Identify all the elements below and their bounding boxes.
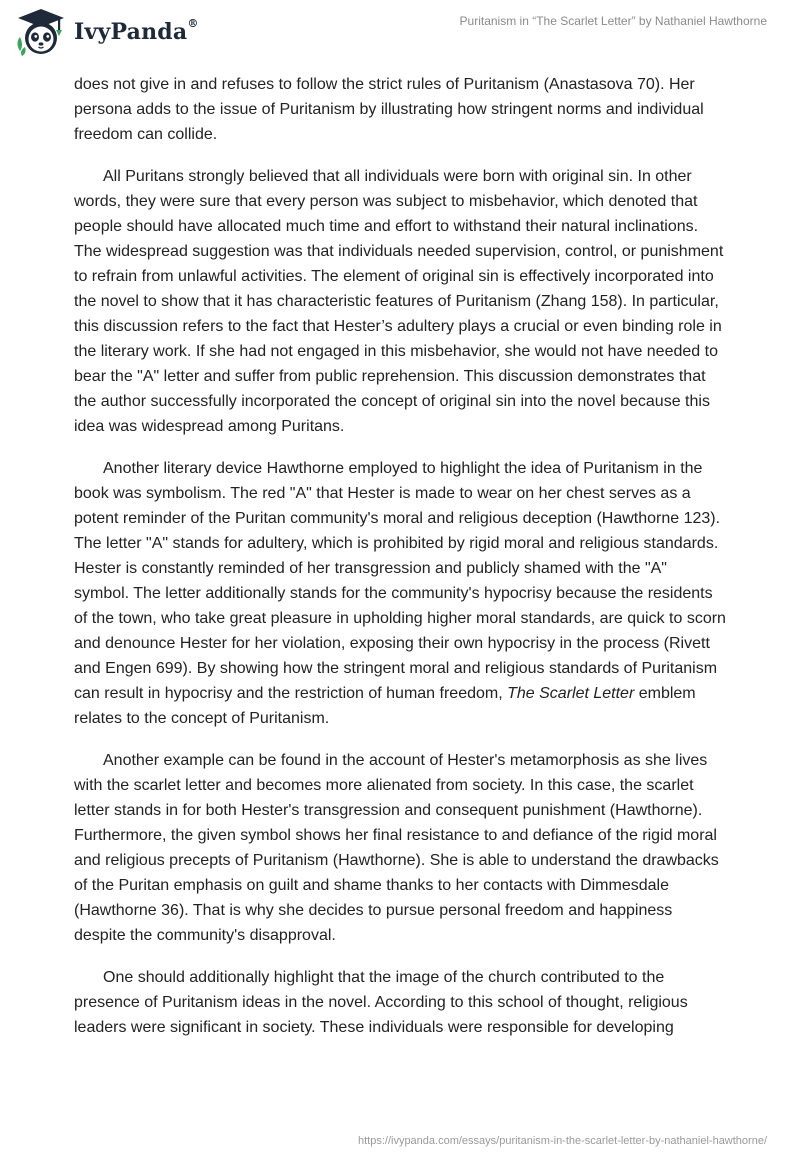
paragraph-4: Another example can be found in the account of Hester's metamorphosis as she lives with the scarlet letter and becomes more alienated from society. In this case, the scarlet letter stands in for both Hester's transgression and consequent punishment (Hawthorne). Furthermore, the given symbol shows her final resistance to and defiance of the rigid moral and religious precepts of Puritanism (Hawthorne). She is able to understand the drawbacks of the Puritan emphasis on guilt and shame thanks to her contacts with Dimmesdale (Hawthorne 36). That is why she decides to pursue personal freedom and happiness despite the community's disapproval.	[74, 752, 719, 944]
document-title: Puritanism in “The Scarlet Letter” by Nathaniel Hawthorne	[459, 14, 767, 28]
paragraph-1: does not give in and refuses to follow the strict rules of Puritanism (Anastasova 70). Her persona adds to the issue of Puritanism by illustrating how stringent norms and individual freedom can collide.	[74, 76, 704, 143]
brand-name	[74, 19, 199, 45]
essay-content	[74, 72, 726, 1057]
paragraph-5: One should additionally highlight that the image of the church contributed to the presence of Puritanism ideas in the novel. According to this school of thought, religious leaders were significant in society. These individuals were responsible for developing	[74, 969, 688, 1036]
paragraph-3-text-b: emblem relates to the concept of Puritanism.	[74, 685, 696, 727]
paragraph-2: All Puritans strongly believed that all individuals were born with original sin. In other words, they were sure that every person was subject to misbehavior, which denoted that people should have allocated much time and effort to withstand their natural inclinations. The widespread suggestion was that individuals needed supervision, control, or punishment to refrain from unlawful activities. The element of original sin is effectively incorporated into the novel to show that it has characteristic features of Puritanism (Zhang 158). In particular, this discussion refers to the fact that Hester’s adultery plays a crucial or even binding role in the literary work. If she had not engaged in this misbehavior, she would not have needed to bear the "A" letter and suffer from public reprehension. This discussion demonstrates that the author successfully incorporated the concept of original sin into the novel because this idea was widespread among Puritans.	[74, 168, 724, 435]
book-title-italic: The Scarlet Letter	[507, 685, 635, 702]
brand-text: IvyPanda	[74, 19, 188, 45]
paragraph-3	[74, 456, 726, 731]
panda-logo-icon	[14, 7, 68, 57]
page-header	[0, 0, 800, 70]
ivypanda-logo[interactable]	[14, 6, 254, 58]
source-url[interactable]: https://ivypanda.com/essays/puritanism-in-the-scarlet-letter-by-nathaniel-hawthorne/	[357, 1135, 767, 1147]
registered-mark: ®	[187, 17, 199, 30]
paragraph-3-text-a: Another literary device Hawthorne employed to highlight the idea of Puritanism in the book was symbolism. The red "A" that Hester is made to wear on her chest serves as a potent reminder of the Puritan community's moral and religious deception (Hawthorne 123). The letter "A" stands for adultery, which is prohibited by rigid moral and religious standards. Hester is constantly reminded of her transgression and publicly shamed with the "A" symbol. The letter additionally stands for the community's hypocrisy because the residents of the town, who take great pleasure in upholding higher moral standards, are quick to scorn and denounce Hester for her violation, exposing their own hypocrisy in the process (Rivett and Engen 699). By showing how the stringent moral and religious standards of Puritanism can result in hypocrisy and the restriction of human freedom,	[74, 460, 726, 702]
